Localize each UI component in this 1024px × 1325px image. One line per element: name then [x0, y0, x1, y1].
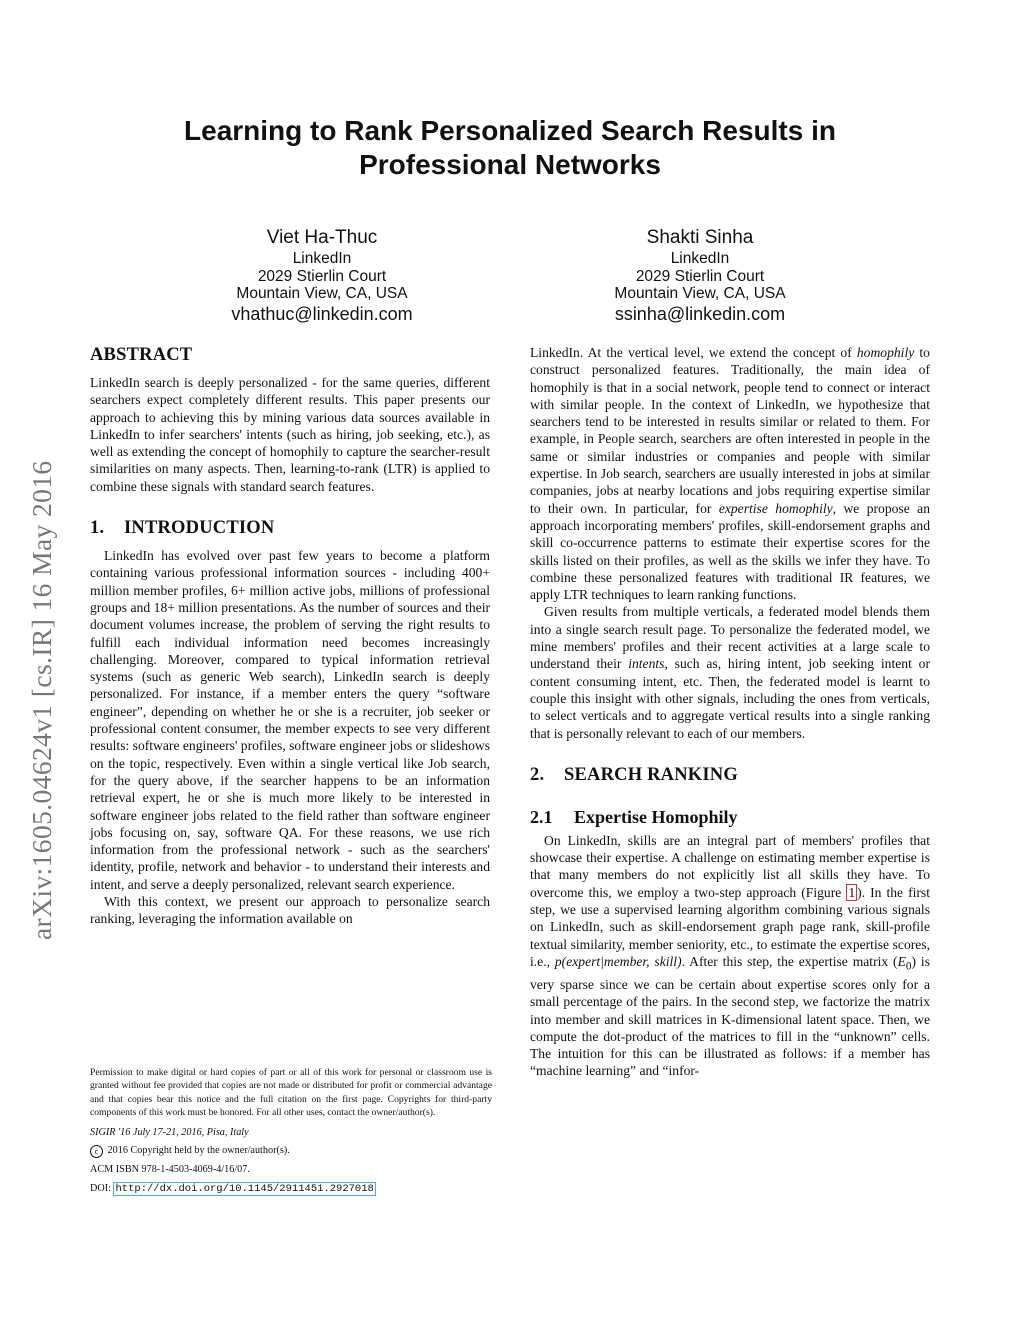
math-expression: p(expert|member, skill) [554, 953, 682, 969]
figure-reference-link[interactable]: 1 [848, 884, 856, 900]
author-block [530, 226, 870, 325]
abstract-text: LinkedIn search is deeply personalized - for the same queries, different searchers expect completely different results. This paper presents our approach to achieving this by mining various data sources available in LinkedIn to infer searchers' intents (such as hiring, job seeking, etc.), as well as extending the concept of homophily to capture the searcher-result similarities on many aspects. Then, learning-to-rank (LTR) is applied to combine these signals with standard search features. [90, 375, 490, 494]
intro-paragraph-1: LinkedIn has evolved over past few years to become a platform containing various professional information sources - including 400+ million member profiles, 6+ million active jobs, millions of professional groups and 18+ million presentations. As the number of sources and their document volumes increase, the problem of serving the right results to fulfill each individual information need becomes increasingly challenging. Moreover, compared to typical information retrieval systems (such as generic Web search), LinkedIn search is deeply personalized. For instance, if a member enters the query “software engineer”, depending on whether he or she is a recruiter, job seeker or professional content consumer, the member expects to see very different results: software engineers' profiles, software engineer jobs or slideshows on the topic, respectively. Even within a single vertical like Job search, for the query above, if the searcher happens to be an information retrieval expert, he or she is much more likely to be interested in software engineer jobs related to the field rather than software engineer jobs focusing on, say, software QA. For these reasons, we use rich information from the professional network - such as the searchers' identity, profile, network and behavior - to understand their interests and intent, and serve a deeply personalized, relevant search experience. [90, 548, 490, 892]
introduction-heading [90, 517, 490, 539]
subsection-title: Expertise Homophily [574, 806, 738, 827]
text-run: Given results from multiple verticals, a federated model blends them into a single search result page. To personalize the federated model, we mine members' profiles and their recent activities at a large scale to understand their [530, 604, 930, 672]
emphasis-expertise-homophily: expertise homophily [718, 500, 833, 516]
text-run: ). In the first step, we use a supervised learning algorithm combining various signals on LinkedIn, such as skill-endorsement graph page rank, skill-profile textual similarity, member seniority, etc., to estimate the expertise scores, i.e., [530, 884, 931, 969]
doi-line [90, 1182, 492, 1197]
author-city: Mountain View, CA, USA [614, 285, 786, 302]
conference-info: SIGIR '16 July 17-21, 2016, Pisa, Italy [90, 1126, 249, 1138]
right-column [530, 344, 930, 1080]
author-affiliation: LinkedIn [670, 250, 730, 267]
author-name: Viet Ha-Thuc [266, 227, 378, 248]
doi-link[interactable]: http://dx.doi.org/10.1145/2911451.2927018 [115, 1182, 374, 1195]
text-run: . After this step, the expertise matrix ( [681, 953, 898, 969]
arxiv-identifier-stamp: arXiv:1605.04624v1 [cs.IR] 16 May 2016 [26, 460, 57, 940]
subsection-number: 2.1 [530, 806, 553, 827]
copyright-icon: c [90, 1145, 103, 1158]
author-email: ssinha@linkedin.com [614, 303, 786, 324]
math-symbol: E [897, 953, 906, 969]
math-subscript: 0 [905, 960, 912, 973]
intro-paragraph-2: With this context, we present our approach to personalize search ranking, leveraging the information available on [90, 894, 490, 927]
paper-title [100, 114, 920, 182]
text-run: , we propose an approach incorporating members' profiles, skill-endorsement graphs and skill co-occurrence patterns to estimate their expertise scores for the skills listed on their profiles, as well as the skills we infer they have. To combine these personalized features with traditional IR features, we apply LTR techniques to learn ranking functions. [530, 500, 930, 603]
search-ranking-heading [530, 764, 930, 786]
permission-notice: Permission to make digital or hard copies of part or all of this work for personal or classroom use is granted without fee provided that copies are not made or distributed for profit or commercial advantage and that copies bear this notice and the full citation on the first page. Copyrights for third-party components of this work must be honored. For all other uses, contact the owner/author(s). [90, 1067, 492, 1119]
author-street: 2029 Stierlin Court [257, 267, 387, 285]
section-number: 1. [90, 518, 105, 539]
text-run: to construct personalized features. Traditionally, the main idea of homophily is that in a social network, people tend to connect or interact with similar people. In the context of LinkedIn, we hypothesize that searchers tend to be interested in results similar or related to them. For example, in People search, searchers are often interested in people in the same or similar industries or companies and people with similar expertise. In Job search, searchers are usually interested in jobs at similar companies, jobs at nearby locations and jobs requiring expertise similar to their own. In particular, for [530, 345, 930, 516]
author-name: Shakti Sinha [646, 227, 754, 248]
text-run: ) is very sparse since we can be certain about expertise scores only for a small percentage of the pairs. In the second step, we factorize the matrix into member and skill matrices in K-dimensional latent space. Then, we compute the dot-product of the matrices to fill in the “unknown” cells. The intuition for this can be illustrated as follows: if a member has “machine learning” and “infor- [530, 953, 930, 1079]
author-street: 2029 Stierlin Court [635, 267, 765, 285]
expertise-homophily-heading [530, 806, 930, 828]
expertise-paragraph [530, 832, 930, 1080]
copyright-line [90, 1144, 492, 1158]
text-run: LinkedIn. At the vertical level, we extend the concept of [530, 345, 857, 360]
copyright-footnote [90, 1066, 492, 1196]
section-number: 2. [530, 764, 545, 785]
author-block [152, 226, 492, 325]
author-affiliation: LinkedIn [292, 250, 352, 267]
text-run: , such as, hiring intent, job seeking intent or content consuming intent, etc. Then, the federated model is learnt to couple this insight with other signals, including the ones from verticals, to select verticals and to aggregate vertical results into a single ranking that is personally relevant to each of our members. [530, 656, 930, 741]
title-line-2: Professional Networks [359, 149, 661, 180]
left-column [90, 344, 490, 928]
copyright-text: 2016 Copyright held by the owner/author(s). [107, 1145, 290, 1157]
author-email: vhathuc@linkedin.com [231, 303, 413, 324]
intro-paragraph-3 [530, 344, 930, 603]
author-city: Mountain View, CA, USA [236, 285, 408, 302]
intro-paragraph-4 [530, 603, 930, 741]
doi-label: DOI: [90, 1182, 114, 1194]
emphasis-homophily: homophily [856, 345, 915, 360]
abstract-heading: ABSTRACT [90, 345, 193, 365]
emphasis-intents: intents [628, 656, 665, 672]
isbn-line: ACM ISBN 978-1-4503-4069-4/16/07. [90, 1164, 250, 1176]
title-line-1: Learning to Rank Personalized Search Results in [184, 115, 836, 146]
section-title: INTRODUCTION [124, 518, 275, 539]
section-title: SEARCH RANKING [564, 764, 738, 785]
text-run: On LinkedIn, skills are an integral part of members' profiles that showcase their expertise. A challenge on estimating member expertise is that many members do not explicitly list all skills they have. To overcome this, we employ a two-step approach (Figure [530, 832, 930, 900]
